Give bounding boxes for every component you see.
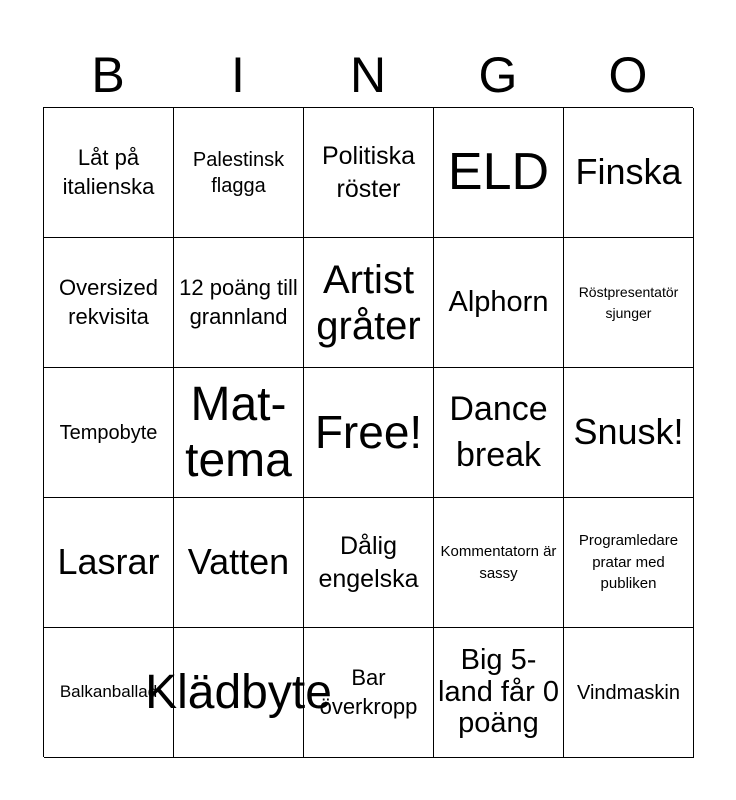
cell-text: Vatten [187,541,290,583]
bingo-cell[interactable] [304,628,434,758]
cell-text: Klädbyte [145,665,332,719]
bingo-cell[interactable] [434,498,564,628]
bingo-cell[interactable] [304,108,434,238]
bingo-cell[interactable] [174,368,304,498]
bingo-cell[interactable] [304,238,434,368]
bingo-cell[interactable] [174,238,304,368]
bingo-cell[interactable] [564,368,694,498]
bingo-cell[interactable] [434,368,564,498]
bingo-cell[interactable] [434,628,564,758]
bingo-cell[interactable] [174,498,304,628]
bingo-cell[interactable] [44,238,174,368]
cell-text: Balkanballad [59,682,158,702]
bingo-cell[interactable] [564,628,694,758]
cell-text: Palestinsk flagga [192,148,285,197]
bingo-header [43,42,693,108]
bingo-cell[interactable] [434,108,564,238]
cell-text: Lasrar [57,541,160,583]
cell-text: Dance break [449,389,548,474]
cell-text: Snusk! [573,411,684,453]
bingo-cell free-cell[interactable] [304,368,434,498]
cell-text: Programledare pratar med publiken [578,531,679,593]
bingo-cell[interactable] [44,368,174,498]
cell-text: 12 poäng till grannland [179,274,298,329]
free-cell-text: Free! [314,405,423,458]
header-letter-b: B [91,47,125,103]
cell-text: Alphorn [448,285,549,318]
header-letter-i: I [231,47,245,103]
cell-text: Bar överkropp [319,664,418,719]
cell-text: Tempobyte [59,421,158,444]
cell-text: Big 5-land får 0 poäng [438,643,559,740]
cell-text: Finska [575,151,682,193]
bingo-cell[interactable] [564,108,694,238]
header-letter-g: G [478,47,518,103]
cell-text: Mat-tema [185,378,292,487]
cell-text: Politiska röster [321,142,416,203]
cell-text: Vindmaskin [576,681,681,704]
bingo-cell[interactable] [145,628,332,758]
bingo-cell[interactable] [174,108,304,238]
bingo-cell[interactable] [44,108,174,238]
bingo-cell[interactable] [564,238,694,368]
bingo-cell[interactable] [564,498,694,628]
header-letter-n: N [349,47,387,103]
cell-text: Kommentatorn är sassy [440,542,557,582]
cell-text: Röstpresentatör sjunger [578,284,679,321]
bingo-cell[interactable] [304,498,434,628]
cell-text: Artist gråter [316,257,421,348]
bingo-card [43,107,693,757]
cell-text: Oversized rekvisita [58,274,159,329]
bingo-cell[interactable] [434,238,564,368]
header-letter-o: O [608,47,648,103]
cell-text: ELD [447,143,550,202]
cell-text: Dålig engelska [318,532,419,593]
cell-text: Låt på italienska [62,144,155,199]
bingo-cell[interactable] [44,498,174,628]
